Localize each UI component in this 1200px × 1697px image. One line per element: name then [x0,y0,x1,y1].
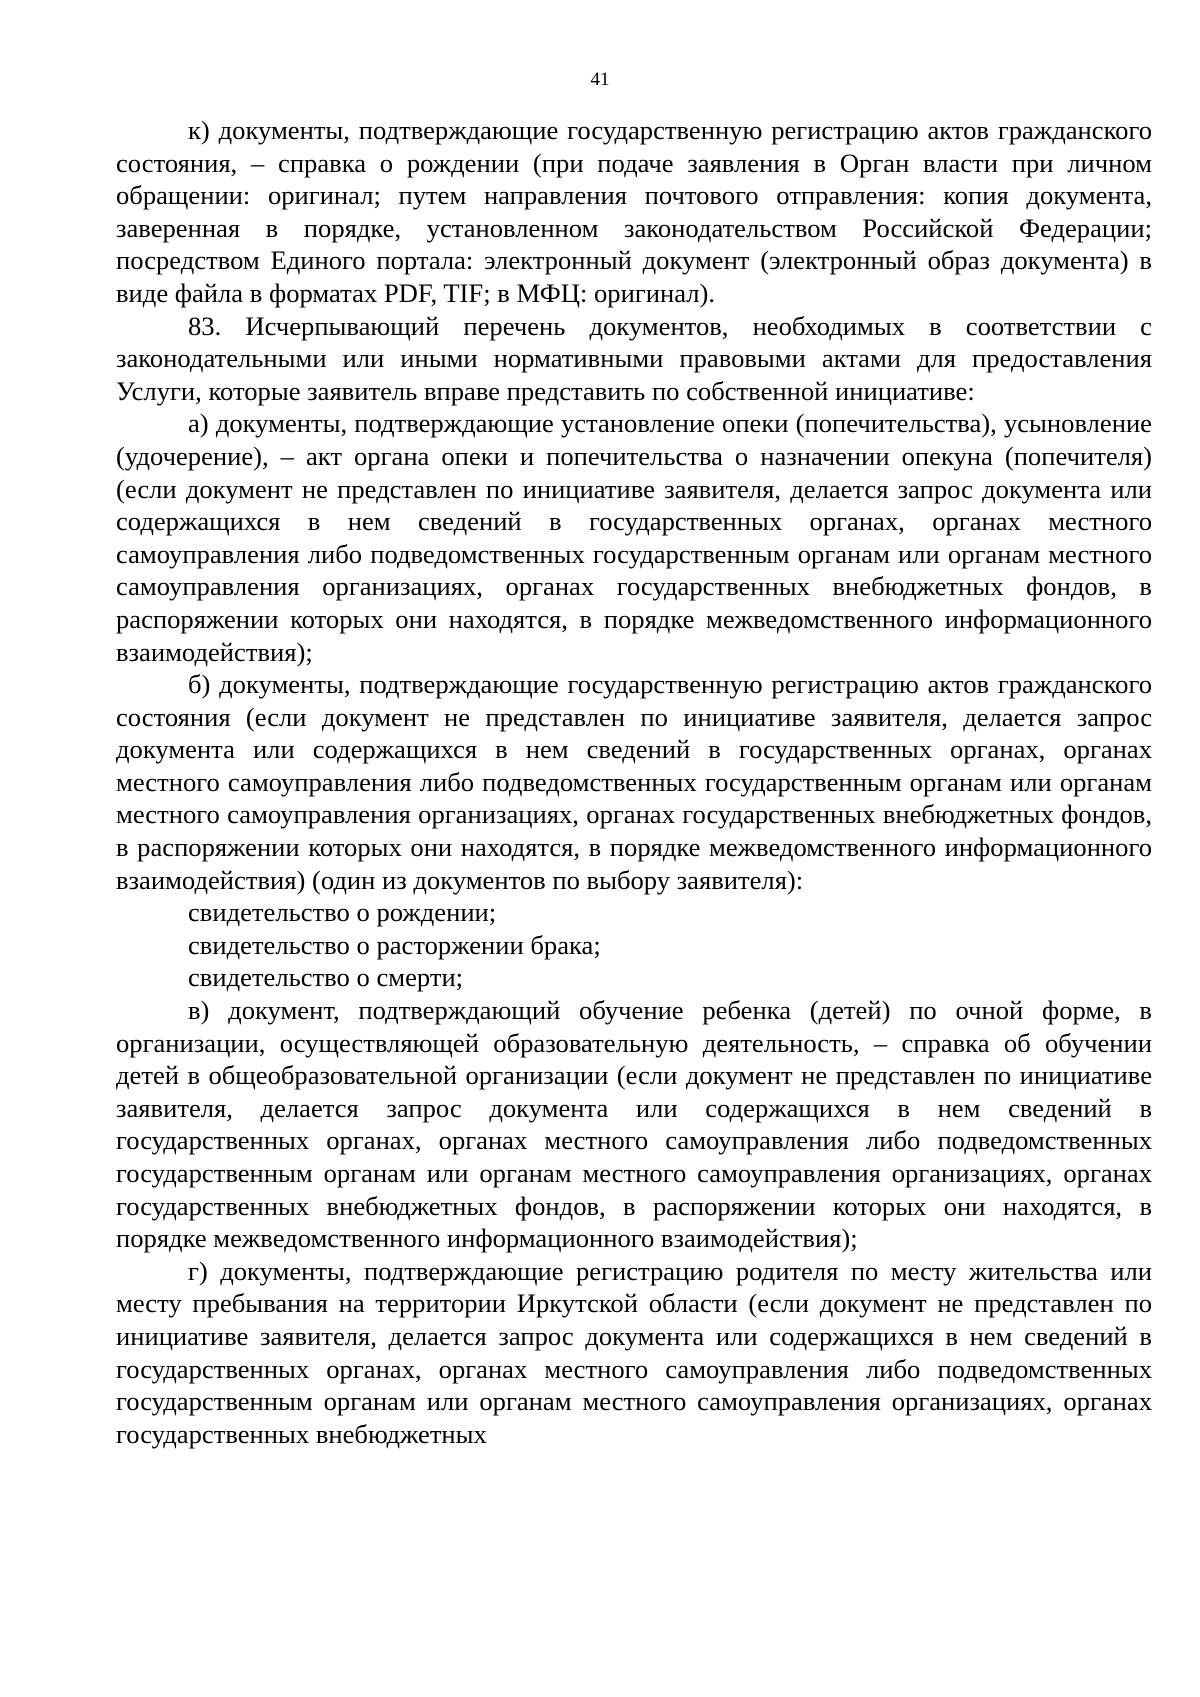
list-entry-death-certificate: свидетельство о смерти; [188,962,464,993]
paragraph-item-k: к) документы, подтверждающие государственную регистрацию актов гражданского состояния, – справка о рождении (при подаче заявления в Орган власти при личном обращении: оригинал; путем направления почтового отправления: копия документа, заверенная в порядке, установленном законодательством Российской Федерации; посредством Единого портала: электронный документ (электронный образ документа) в виде файла в форматах PDF, TIF; в МФЦ: оригинал). [116,115,1152,308]
list-entry-birth-certificate: свидетельство о рождении; [188,897,497,928]
paragraph-item-a: а) документы, подтверждающие установление опеки (попечительства), усыновление (удочерение), – акт органа опеки и попечительства о назначении опекуна (попечителя) (если документ не представлен по инициативе заявителя, делается запрос документа или содержащихся в нем сведений в государственных органах, органах местного самоуправления либо подведомственных государственным органам или органам местного самоуправления организациях, органах государственных внебюджетных фондов, в распоряжении которых они находятся, в порядке межведомственного информационного взаимодействия); [116,408,1152,667]
page-number: 41 [590,69,610,90]
paragraph-item-g: г) документы, подтверждающие регистрацию родителя по месту жительства или месту пребывания на территории Иркутской области (если документ не представлен по инициативе заявителя, делается запрос документа или содержащихся в нем сведений в государственных органах, органах местного самоуправления либо подведомственных государственным органам или органам местного самоуправления организациях, органах государственных внебюджетных [116,1255,1152,1449]
paragraph-item-b: б) документы, подтверждающие государственную регистрацию актов гражданского состояния (если документ не представлен по инициативе заявителя, делается запрос документа или содержащихся в нем сведений в государственных органах, органах местного самоуправления либо подведомственных государственным органам или органам местного самоуправления организациях, органах государственных внебюджетных фондов, в распоряжении которых они находятся, в порядке межведомственного информационного взаимодействия) (один из документов по выбору заявителя): [116,669,1152,895]
document-body [116,114,1152,1450]
list-entry-divorce-certificate: свидетельство о расторжении брака; [188,929,601,960]
paragraph-item-v: в) документ, подтверждающий обучение ребенка (детей) по очной форме, в организации, осуществляющей образовательную деятельность, – справка об обучении детей в общеобразовательной организации (если документ не представлен по инициативе заявителя, делается запрос документа или содержащихся в нем сведений в государственных органах, органах местного самоуправления либо подведомственных государственным органам или органам местного самоуправления организациях, органах государственных внебюджетных фондов, в распоряжении которых они находятся, в порядке межведомственного информационного взаимодействия); [116,995,1152,1254]
paragraph-83: 83. Исчерпывающий перечень документов, необходимых в соответствии с законодательными или иными нормативными правовыми актами для предоставления Услуги, которые заявитель вправе представить по собственной инициативе: [116,310,1152,406]
